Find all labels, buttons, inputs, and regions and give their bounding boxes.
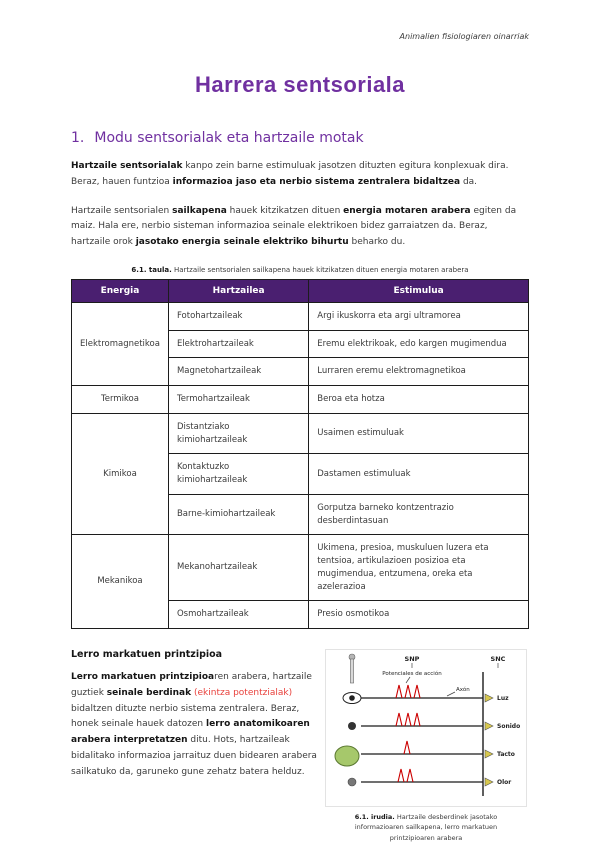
figure-column — [325, 649, 527, 843]
potentials-pointer-line — [406, 677, 410, 683]
page-title: Harrera sentsoriala — [194, 72, 406, 97]
lines-p-red-text: (ekintza potentzialak) — [193, 687, 293, 698]
channel-arrow-luz — [485, 694, 493, 702]
stimulus-cell: Dastamen estimuluak — [309, 454, 529, 495]
column-header-energia: Energia — [72, 279, 169, 302]
axon-label: Axón — [456, 687, 470, 693]
lines-p-text-1: ren arabera, hartzaile guztiek — [71, 672, 312, 698]
table-row — [72, 413, 529, 454]
lines-p-text-4: ditu. Hots, hartzaileak bidalitako informazioa jarraituz duen bidearen arabera sailkatuko da, garuneko gune zehatz batera helduz. — [71, 735, 317, 777]
intro-p2-text-3: egiten da maiz. Hala ere, nerbio sisteman informazioa seinale elektrikoen bidez garraiatzen da. Beraz, hartzaile orok — [71, 205, 517, 247]
intro-p1-bold-2: informazioa jaso eta nerbio sistema zentralera bidaltzea — [172, 176, 461, 187]
stimulus-cell: Gorputza barneko kontzentrazio desberdintasuan — [309, 494, 529, 535]
section-number: 1. — [71, 130, 85, 146]
energy-cell-mekanikoa: Mekanikoa — [72, 535, 169, 629]
stimulus-cell: Presio osmotikoa — [309, 601, 529, 629]
page-header-course: Animalien fisiologiaren oinarriak — [399, 32, 529, 41]
receptor-cell: Osmohartzaileak — [168, 601, 308, 629]
lines-p-bold-1: Lerro markatuen printzipioa — [71, 672, 215, 682]
intro-paragraph-1 — [71, 159, 529, 191]
receptor-cell: Mekanohartzaileak — [168, 535, 308, 601]
energy-cell-elektromagnetikoa: Elektromagnetikoa — [72, 302, 169, 385]
intro-p2-text-2: hauek kitzikatzen dituen — [226, 205, 344, 216]
nose-icon — [348, 778, 356, 786]
labeled-lines-text-column — [71, 649, 325, 843]
receptor-cell: Kontaktuzko kimiohartzaileak — [168, 454, 308, 495]
ear-icon — [348, 722, 356, 730]
labeled-lines-section — [71, 649, 529, 843]
intro-p2-bold-3: jasotako energia seinale elektriko bihurtu — [135, 237, 349, 247]
table-caption-text: Hartzaile sentsorialen sailkapena hauek kitzikatzen dituen energia motaren arabera — [171, 265, 469, 274]
action-potential-spikes-olor — [398, 769, 413, 782]
channel-arrow-tacto — [485, 750, 493, 758]
intro-paragraph-2 — [71, 204, 529, 251]
receptor-classification-table — [71, 279, 529, 629]
lines-p-text-3: bidaltzen dituzte nerbio sistema zentralera. Beraz, honek seinale hauek datozen — [71, 703, 300, 730]
stimulus-cell: Eremu elektrikoak, edo kargen mugimendua — [309, 330, 529, 358]
column-header-estimulua: Estimulua — [309, 279, 529, 302]
section-heading-text: Modu sentsorialak eta hartzaile motak — [94, 130, 364, 146]
stimulus-cell: Usaimen estimuluak — [309, 413, 529, 454]
channel-label-olor: Olor — [497, 779, 512, 786]
figure-caption-number: 6.1. irudia. — [354, 813, 395, 821]
snp-label: SNP — [404, 655, 420, 663]
labeled-lines-paragraph — [71, 670, 325, 780]
table-caption — [71, 266, 529, 274]
stimulus-cell: Ukimena, presioa, muskuluen luzera eta tentsioa, artikulazioen posizioa eta mugimendua, entzumena, oreka eta azelerazioa — [309, 535, 529, 601]
energy-cell-termikoa: Termikoa — [72, 386, 169, 414]
receptor-cell: Elektrohartzaileak — [168, 330, 308, 358]
receptor-cell: Magnetohartzaileak — [168, 358, 308, 386]
table-row — [72, 386, 529, 414]
intro-p2-bold-2: energia motaren arabera — [343, 205, 471, 216]
dropper-icon — [349, 654, 355, 683]
receptor-cell: Barne-kimiohartzaileak — [168, 494, 308, 535]
intro-p1-bold-1: Hartzaile sentsorialak — [71, 161, 183, 171]
labeled-lines-diagram — [326, 650, 526, 802]
labeled-lines-heading: Lerro markatuen printzipioa — [71, 649, 223, 660]
receptor-cell: Termohartzaileak — [168, 386, 308, 414]
stimulus-cell: Lurraren eremu elektromagnetikoa — [309, 358, 529, 386]
action-potentials-label: Potenciales de acción — [382, 671, 442, 677]
table-caption-number: 6.1. taula. — [131, 265, 172, 274]
intro-p2-text-4: beharko du. — [348, 237, 406, 247]
figure-caption-text: Hartzaile desberdinek jasotako informazioaren sailkapena, lerro markatuen printzipioaren arabera — [354, 813, 498, 842]
table-row — [72, 302, 529, 330]
energy-cell-kimikoa: Kimikoa — [72, 413, 169, 535]
section-heading — [71, 130, 529, 146]
snc-label: SNC — [490, 655, 506, 663]
receptor-cell: Distantziako kimiohartzaileak — [168, 413, 308, 454]
lines-p-bold-3: lerro anatomikoaren arabera interpretatzen — [71, 719, 310, 745]
channel-arrow-sonido — [485, 722, 493, 730]
lines-p-bold-2: seinale berdinak — [106, 687, 192, 698]
channel-arrow-olor — [485, 778, 493, 786]
channel-label-tacto: Tacto — [497, 751, 515, 758]
action-potential-spikes-tacto — [404, 741, 410, 754]
eye-icon — [343, 693, 361, 704]
table-row — [72, 535, 529, 601]
receptor-cell: Fotohartzaileak — [168, 302, 308, 330]
channel-label-sonido: Sonido — [497, 723, 521, 730]
intro-p2-bold-1: sailkapena — [172, 205, 227, 216]
channel-label-luz: Luz — [497, 695, 509, 702]
figure-caption — [325, 812, 527, 843]
labeled-lines-figure — [325, 649, 527, 807]
axon-pointer-line — [447, 692, 455, 696]
table-header-row — [72, 279, 529, 302]
intro-p1-text-1: kanpo zein barne estimuluak jasotzen dituzten egitura konplexuak dira. Beraz, hauen funtzioa — [71, 161, 509, 187]
column-header-hartzailea: Hartzailea — [168, 279, 308, 302]
hand-icon — [335, 746, 359, 766]
intro-p1-text-2: da. — [460, 176, 478, 187]
stimulus-cell: Beroa eta hotza — [309, 386, 529, 414]
stimulus-cell: Argi ikuskorra eta argi ultramorea — [309, 302, 529, 330]
intro-p2-text-1: Hartzaile sentsorialen — [71, 205, 173, 216]
action-potential-spikes-sonido — [396, 713, 420, 726]
action-potential-spikes-luz — [396, 685, 420, 698]
